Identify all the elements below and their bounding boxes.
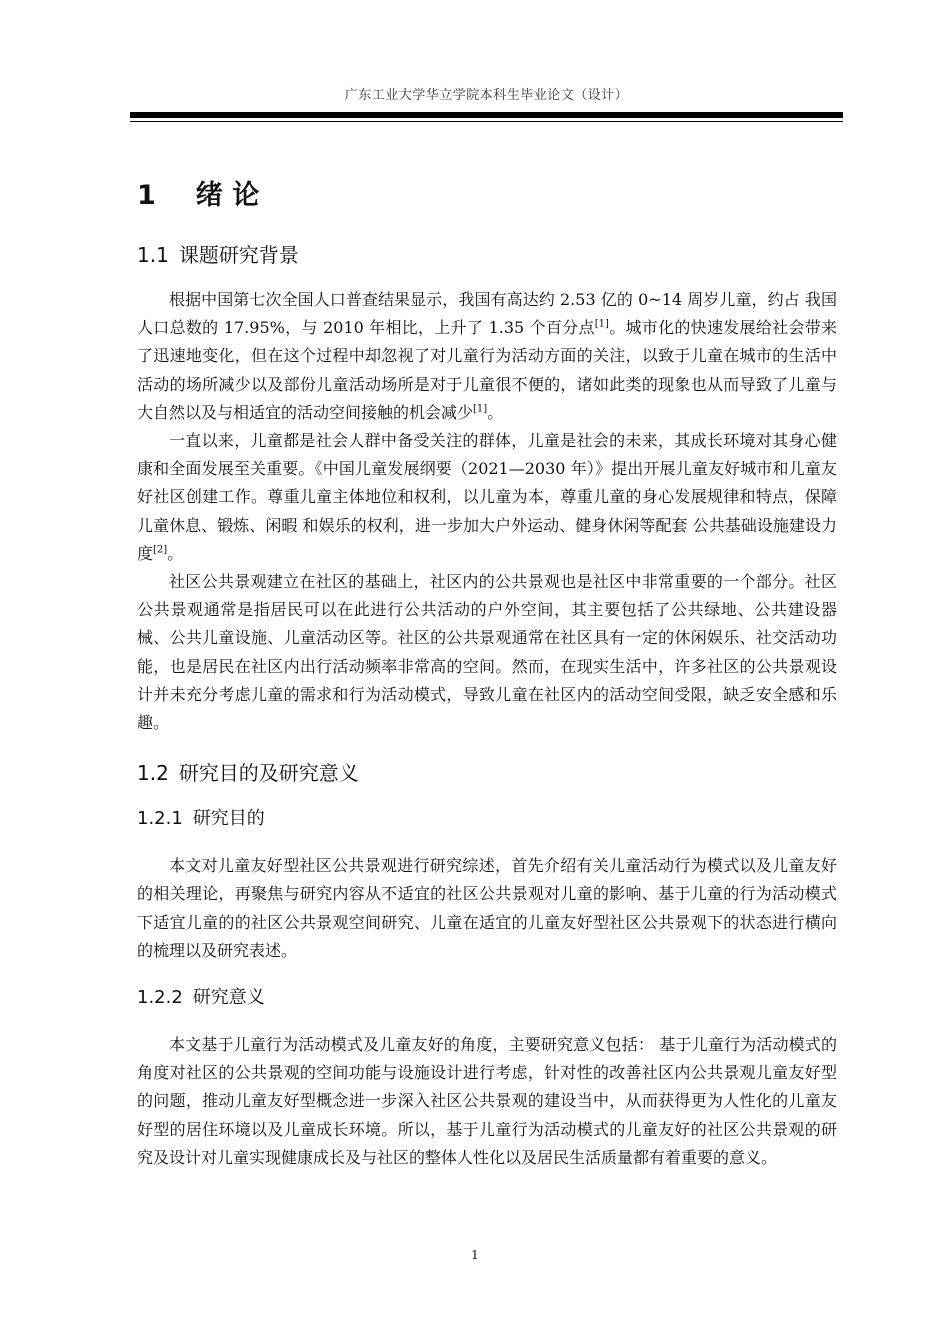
paragraph: 本文基于儿童行为活动模式及儿童友好的角度，主要研究意义包括： 基于儿童行为活动模式的角度对社区的公共景观的空间功能与设施设计进行考虑，针对性的改善社区内公共景观儿童友好型的问题，推动儿童友好型概念进一步深入社区公共景观的建设当中，从而获得更为人性化的儿童友好型的居住环境以及儿童成长环境。所以，基于儿童行为活动模式的儿童友好的社区公共景观的研究及设计对儿童实现健康成长及与社区的整体人性化以及居民生活质量都有着重要的意义。 <box>137 1035 837 1167</box>
subsection-number: 1.2.2 <box>137 987 183 1009</box>
chapter-heading <box>137 173 837 219</box>
section-heading-1-2 <box>137 757 837 786</box>
page-number: 1 <box>471 1248 479 1262</box>
chapter-number: 1 <box>137 180 156 211</box>
section-title: 课题研究背景 <box>178 243 299 267</box>
subsection-title: 研究目的 <box>192 808 265 830</box>
text-run: 。 <box>167 543 184 563</box>
text-run: 。 <box>487 402 504 422</box>
subsection-heading-1-2-2 <box>137 983 837 1009</box>
header-rule-thin <box>130 121 843 122</box>
running-header: 广东工业大学华立学院本科生毕业论文（设计） <box>344 88 629 103</box>
page-body <box>137 165 837 1172</box>
text-run: 一直以来，儿童都是社会人群中备受关注的群体，儿童是社会的未来，其成长环境对其身心健康和全面发展至关重要。《中国儿童发展纲要（2021—2030 年）》提出开展儿童友好城市和儿童友好社区创建工作。尊重儿童主体地位和权利，以儿童为本，尊重儿童的身心发展规律和特点，保障儿童休息、锻炼、闲暇 和娱乐的权利，进一步加大户外运动、健身休闲等配套 公共基础设施建设力度 <box>137 431 837 563</box>
text-run: 根据中国第七次全国人口普查结果显示，我国有高达约 2.53 亿的 0~14 周岁儿童，约占 我国人口总数的 17.95%，与 2010 年相比，上升了 1.35 个百分点 <box>137 290 837 338</box>
chapter-title: 绪 论 <box>195 180 260 211</box>
section-heading-1-1 <box>137 239 837 268</box>
paragraph: 社区公共景观建立在社区的基础上，社区内的公共景观也是社区中非常重要的一个部分。社区公共景观通常是指居民可以在此进行公共活动的户外空间，其主要包括了公共绿地、公共建设器械、公共儿童设施、儿童活动区等。社区的公共景观通常在社区具有一定的休闲娱乐、社交活动功能，也是居民在社区内出行活动频率非常高的空间。然而，在现实生活中，许多社区的公共景观设计并未充分考虑儿童的需求和行为活动模式，导致儿童在社区内的活动空间受限，缺乏安全感和乐趣。 <box>137 572 837 733</box>
header-rule-thick <box>130 112 843 118</box>
paragraph: 本文对儿童友好型社区公共景观进行研究综述，首先介绍有关儿童活动行为模式以及儿童友好的相关理论，再聚焦与研究内容从不适宜的社区公共景观对儿童的影响、基于儿童的行为活动模式下适宜儿童的的社区公共景观空间研究、儿童在适宜的儿童友好型社区公共景观下的状态进行横向的梳理以及研究表述。 <box>137 856 837 960</box>
section-number: 1.1 <box>137 243 169 267</box>
text-run: 。城市化的快速发展给社会带来了迅速地变化，但在这个过程中却忽视了对儿童行为活动方面的关注，以致于儿童在城市的生活中活动的场所减少以及部份儿童活动场所是对于儿童很不便的，诸如此类的现象也从而导致了儿童与大自然以及与相适宜的活动空间接触的机会减少 <box>137 318 837 422</box>
subsection-number: 1.2.1 <box>137 808 183 830</box>
section-number: 1.2 <box>137 761 169 786</box>
citation: [1] <box>594 318 609 330</box>
subsection-heading-1-2-1 <box>137 804 837 830</box>
citation: [1] <box>473 403 488 415</box>
paragraph <box>137 286 837 427</box>
citation: [2] <box>153 544 168 556</box>
subsection-title: 研究意义 <box>192 987 265 1009</box>
paragraph <box>137 427 837 568</box>
section-title: 研究目的及研究意义 <box>178 761 359 786</box>
